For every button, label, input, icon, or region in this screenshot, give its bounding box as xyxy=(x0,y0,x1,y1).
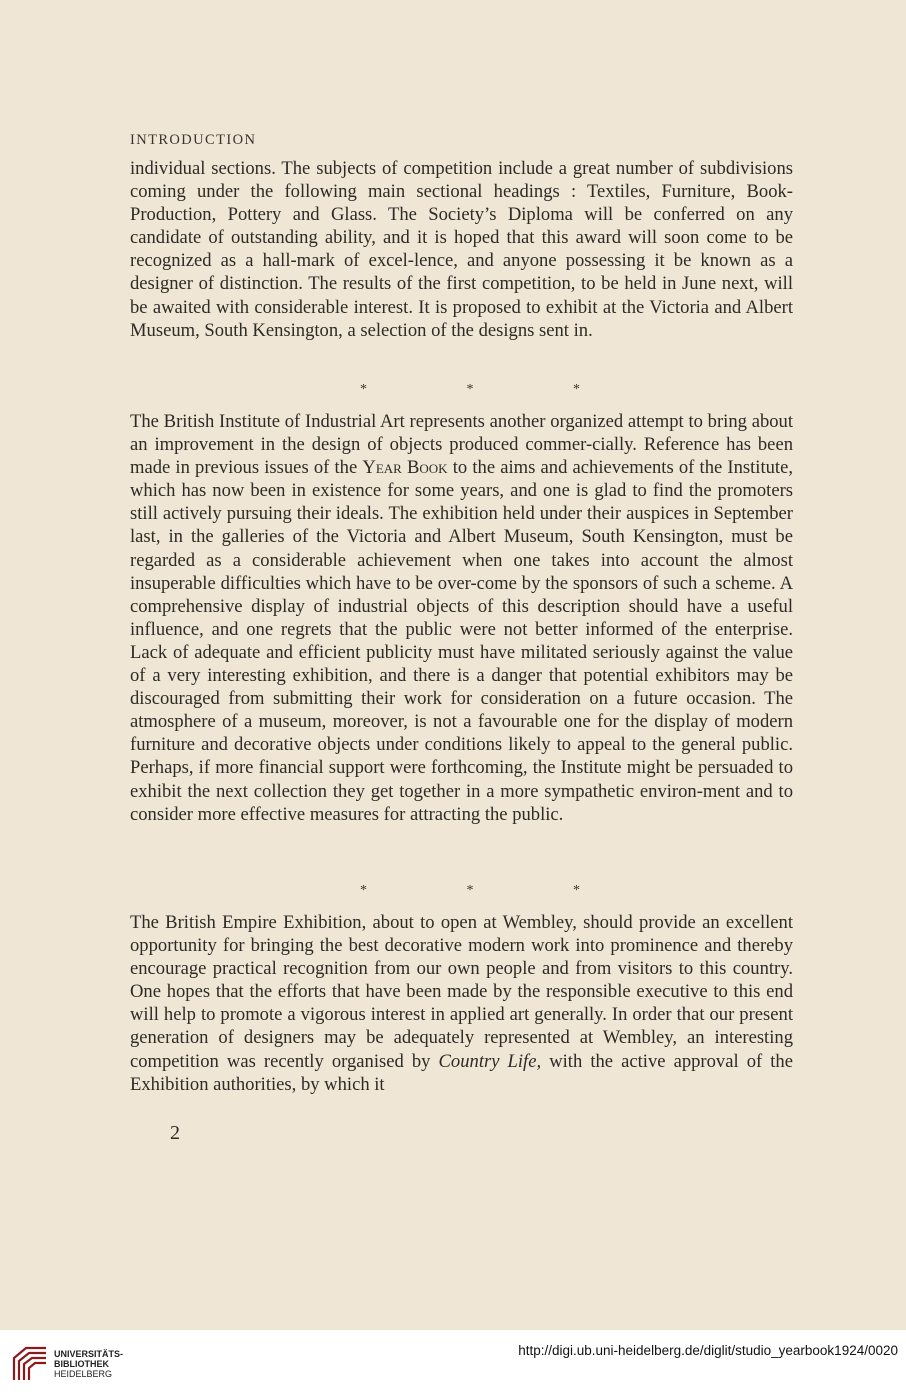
running-head: INTRODUCTION xyxy=(130,132,257,148)
paragraph-sections xyxy=(130,157,793,342)
paragraph-text: to the aims and achievements of the Institute, which has now been in existence for some years, and one is glad to find the promoters still actively pursuing their ideals. The exhibition held under their auspices in September last, in the galleries of the Victoria and Albert Museum, South Kensington, must be regarded as a considerable achievement when one takes into account the almost insuperable difficulties which have to be over-come by the sponsors of such a scheme. A comprehensive display of industrial objects of this description should have a useful influence, and one regrets that the public were not better informed of the enterprise. Lack of adequate and efficient publicity must have militated seriously against the value of a very interesting exhibition, and there is a danger that potential exhibitors may be discouraged from submitting their work for consideration on a future occasion. The atmosphere of a museum, moreover, is not a favourable one for the display of modern furniture and decorative objects under conditions likely to appeal to the general public. Perhaps, if more financial support were forthcoming, the Institute might be persuaded to exhibit the next collection they get together in a more sympathetic environ-ment and to consider more effective measures for attracting the public. xyxy=(130,457,793,825)
digitization-footer xyxy=(0,1330,906,1398)
library-name xyxy=(54,1349,123,1379)
asterism-divider xyxy=(360,883,580,899)
paragraph-british-institute xyxy=(130,410,793,826)
asterism-star: * xyxy=(360,883,367,898)
country-life-italic: Country Life, xyxy=(438,1050,542,1072)
asterism-star: * xyxy=(573,382,580,397)
paragraph-text: with the active approval of the Exhibition authorities, by which it xyxy=(130,1050,793,1095)
asterism-star: * xyxy=(466,883,474,898)
library-name-line: HEIDELBERG xyxy=(54,1369,113,1379)
paragraph-text: The British Empire Exhibition, about to open at Wembley, should provide an excellent opportunity for bringing the best decorative modern work into prominence and thereby encourage practical recognition from our own people and from visitors to this country. One hopes that the efforts that have been made by the responsible executive to this end will help to promote a vigorous interest in applied art generally. In order that our present generation of designers may be adequately represented at Wembley, an interesting competition was recently organised by xyxy=(130,912,793,1072)
library-name-line: UNIVERSITÄTS- xyxy=(54,1349,124,1359)
asterism-divider xyxy=(360,382,580,398)
asterism-star: * xyxy=(466,382,474,397)
source-url-link[interactable]: http://digi.ub.uni-heidelberg.de/diglit/studio_yearbook1924/0020 xyxy=(518,1343,898,1358)
asterism-star: * xyxy=(573,883,580,898)
paragraph-empire-exhibition xyxy=(130,911,793,1096)
page-number: 2 xyxy=(170,1122,180,1144)
library-name-line: BIBLIOTHEK xyxy=(54,1359,109,1369)
heidelberg-library-logo-icon xyxy=(10,1344,50,1384)
year-book-small-caps: Year Book xyxy=(362,457,448,479)
paragraph-text: The British Institute of Industrial Art represents another organized attempt to bring about an improvement in the design of objects produced commer-cially. Reference has been made in previous issues of the xyxy=(130,411,793,479)
asterism-star: * xyxy=(360,382,367,397)
paragraph-sections-text: individual sections. The subjects of competition include a great number of subdivisions coming under the following main sectional headings : Textiles, Furniture, Book-Production, Pottery and Glass. The Society’s Diploma will be conferred on any candidate of outstanding ability, and it is hoped that this award will soon come to be recognized as a hall-mark of excel-lence, and anyone possessing it be known as a designer of distinction. The results of the first competition, to be held in June next, will be awaited with considerable interest. It is proposed to exhibit at the Victoria and Albert Museum, South Kensington, a selection of the designs sent in. xyxy=(130,158,793,341)
